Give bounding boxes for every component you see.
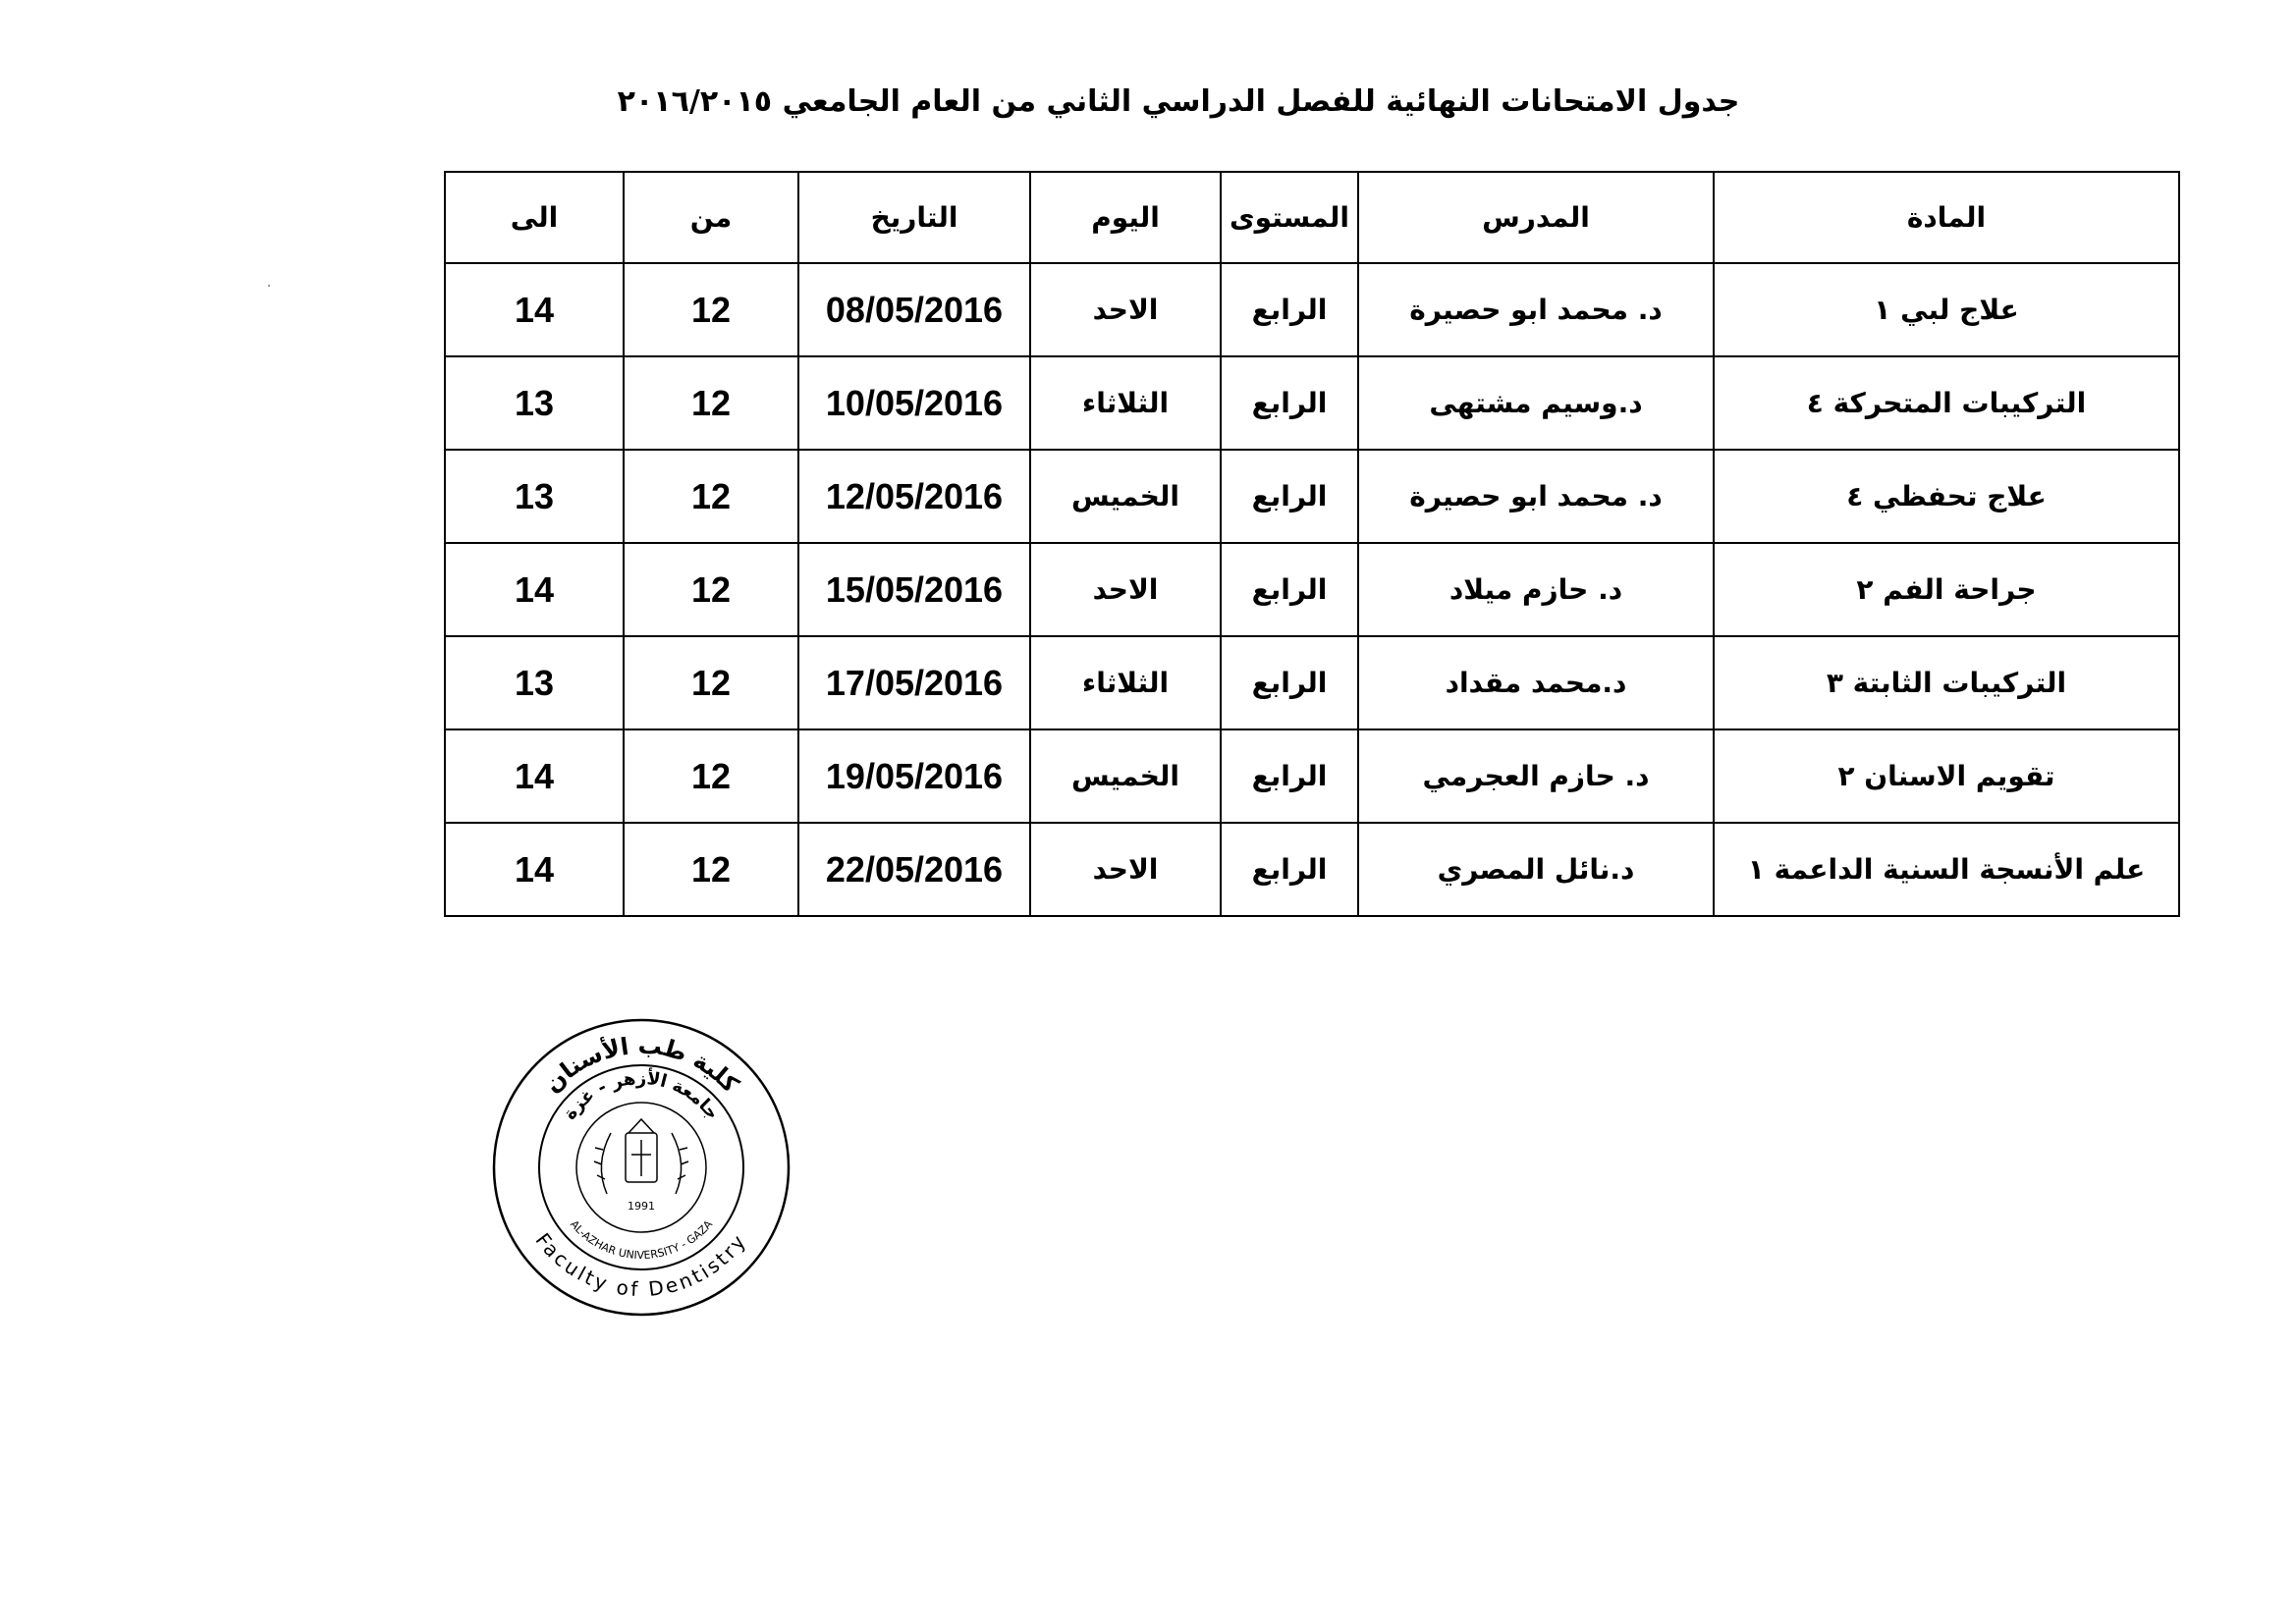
seal-graphic [491,1017,792,1318]
cell-day: الخميس [1030,729,1221,823]
table-row [445,729,2179,823]
cell-from: 12 [624,356,798,450]
cell-date: 22/05/2016 [798,823,1030,916]
cell-level: الرابع [1221,729,1358,823]
seal-emblem [594,1119,688,1194]
header-level: المستوى [1221,172,1358,263]
seal-text-arabic-outer: كلية طب الأسنان [538,1031,744,1099]
cell-subject: علاج لبي ١ [1714,263,2179,356]
cell-level: الرابع [1221,356,1358,450]
header-instructor: المدرس [1358,172,1714,263]
cell-instructor: د. محمد ابو حصيرة [1358,450,1714,543]
cell-from: 12 [624,729,798,823]
cell-date: 15/05/2016 [798,543,1030,636]
cell-from: 12 [624,636,798,729]
table-row [445,263,2179,356]
cell-to: 14 [445,729,624,823]
table-row [445,450,2179,543]
cell-date: 17/05/2016 [798,636,1030,729]
cell-day: الاحد [1030,543,1221,636]
cell-instructor: د. حازم العجرمي [1358,729,1714,823]
cell-subject: التركيبات الثابتة ٣ [1714,636,2179,729]
cell-date: 12/05/2016 [798,450,1030,543]
cell-to: 13 [445,356,624,450]
faculty-seal-stamp [491,1017,792,1318]
table-row [445,636,2179,729]
seal-year: 1991 [628,1200,655,1213]
cell-level: الرابع [1221,543,1358,636]
cell-day: الثلاثاء [1030,636,1221,729]
cell-from: 12 [624,823,798,916]
cell-to: 14 [445,823,624,916]
cell-to: 14 [445,543,624,636]
cell-subject: التركيبات المتحركة ٤ [1714,356,2179,450]
table-header-row [445,172,2179,263]
cell-instructor: د.محمد مقداد [1358,636,1714,729]
cell-to: 13 [445,636,624,729]
header-subject: المادة [1714,172,2179,263]
scan-speck [268,285,270,287]
table-row [445,823,2179,916]
cell-instructor: د.وسيم مشتهى [1358,356,1714,450]
cell-level: الرابع [1221,263,1358,356]
cell-subject: علاج تحفظي ٤ [1714,450,2179,543]
cell-instructor: د. حازم ميلاد [1358,543,1714,636]
exam-schedule-table [444,171,2180,917]
cell-level: الرابع [1221,450,1358,543]
header-date: التاريخ [798,172,1030,263]
cell-from: 12 [624,450,798,543]
cell-day: الاحد [1030,263,1221,356]
seal-text-english-outer: Faculty of Dentistry [530,1228,752,1302]
cell-level: الرابع [1221,636,1358,729]
cell-instructor: د.نائل المصري [1358,823,1714,916]
document-title: جدول الامتحانات النهائية للفصل الدراسي الثاني من العام الجامعي ٢٠١٦/٢٠١٥ [617,84,1740,119]
cell-from: 12 [624,263,798,356]
cell-subject: علم الأنسجة السنية الداعمة ١ [1714,823,2179,916]
cell-subject: جراحة الفم ٢ [1714,543,2179,636]
cell-to: 13 [445,450,624,543]
cell-instructor: د. محمد ابو حصيرة [1358,263,1714,356]
header-day: اليوم [1030,172,1221,263]
cell-date: 19/05/2016 [798,729,1030,823]
cell-level: الرابع [1221,823,1358,916]
cell-to: 14 [445,263,624,356]
cell-subject: تقويم الاسنان ٢ [1714,729,2179,823]
cell-day: الاحد [1030,823,1221,916]
cell-day: الثلاثاء [1030,356,1221,450]
cell-from: 12 [624,543,798,636]
cell-date: 10/05/2016 [798,356,1030,450]
table-row [445,356,2179,450]
cell-day: الخميس [1030,450,1221,543]
header-from: من [624,172,798,263]
table-row [445,543,2179,636]
cell-date: 08/05/2016 [798,263,1030,356]
seal-text-english-inner: AL-AZHAR UNIVERSITY - GAZA [567,1217,716,1263]
seal-text-arabic-inner: جامعة الأزهر - غزة [559,1067,724,1124]
header-to: الى [445,172,624,263]
